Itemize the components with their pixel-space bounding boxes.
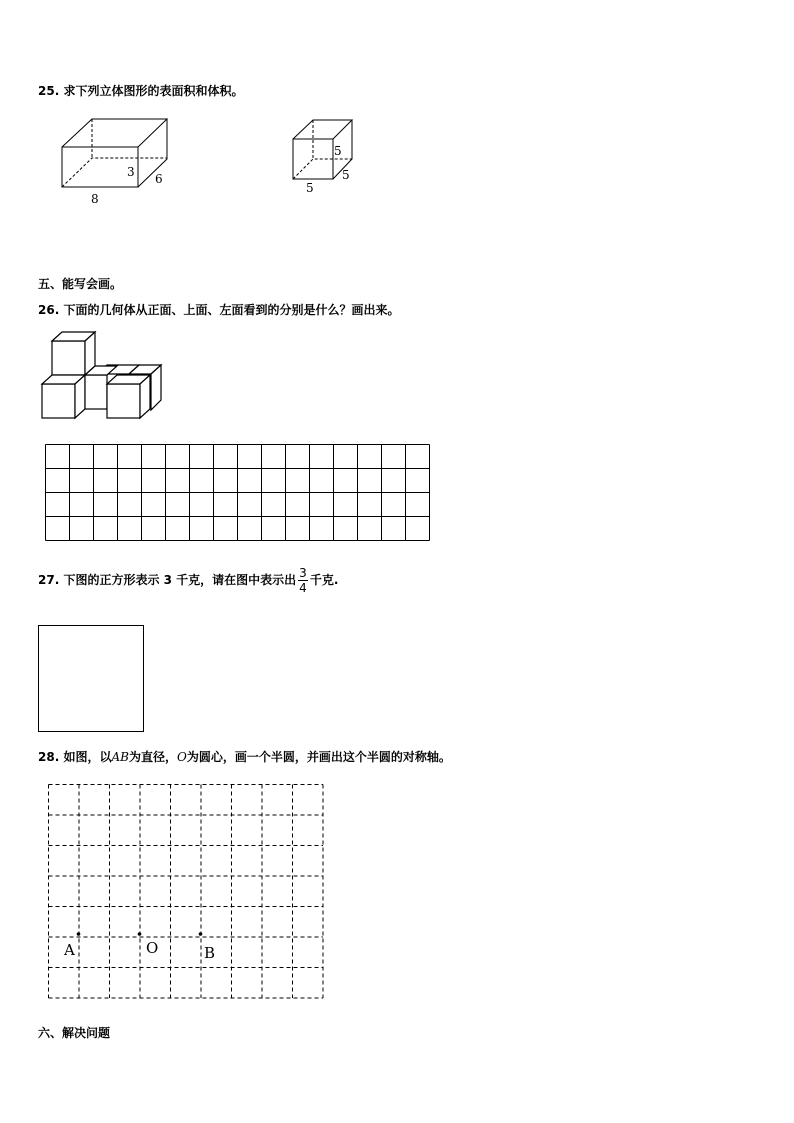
section-5-title: 五、能写会画。 <box>38 277 123 291</box>
question-26 <box>38 302 399 318</box>
point-o <box>138 932 142 936</box>
question-28 <box>38 749 451 765</box>
label-b: B <box>204 944 216 962</box>
center-o-label: O <box>176 750 187 764</box>
question-text-unit: 千克. <box>309 573 339 587</box>
cube-stack-figure <box>35 328 170 424</box>
cuboid-figure <box>40 108 190 208</box>
question-text: 求下列立体图形的表面积和体积。 <box>63 84 244 98</box>
cuboid-height-label: 3 <box>127 165 135 179</box>
drawing-grid[interactable] <box>45 444 431 541</box>
section-6-title: 六、解决问题 <box>38 1026 111 1040</box>
cuboid-length-label: 8 <box>91 192 99 206</box>
cuboid-hidden-edges <box>62 158 167 187</box>
question-25 <box>38 83 243 99</box>
dashed-grid[interactable] <box>45 781 327 1001</box>
question-text-part1: 如图，以 <box>63 750 112 764</box>
cube-side-label: 5 <box>334 144 342 158</box>
label-o: O <box>146 939 159 957</box>
cuboid-width-label: 6 <box>155 172 163 186</box>
cuboid-right-face <box>138 119 167 187</box>
label-a: A <box>64 941 75 959</box>
question-27 <box>38 566 338 595</box>
question-number: 27. <box>38 573 60 587</box>
cube-figure <box>285 110 365 195</box>
question-number: 26. <box>38 303 60 317</box>
question-text-part3: 为圆心，画一个半圆，并画出这个半圆的对称轴。 <box>186 750 451 764</box>
segment-ab-label: AB <box>111 750 129 764</box>
fraction-denominator: 4 <box>299 581 307 595</box>
cuboid-top-face <box>62 119 167 147</box>
fraction-numerator: 3 <box>299 566 307 580</box>
cube-bottom-right <box>107 384 140 418</box>
question-text: 下图的正方形表示 3 千克，请在图中表示出 <box>63 573 297 587</box>
question-text: 下面的几何体从正面、上面、左面看到的分别是什么？画出来。 <box>63 303 400 317</box>
point-a <box>77 932 81 936</box>
point-b <box>199 932 203 936</box>
cube-top-face <box>293 120 352 139</box>
cube-bottom-middle <box>85 375 107 409</box>
cube-bottom-left <box>42 384 75 418</box>
question-number: 28. <box>38 750 60 764</box>
cube-right-label: 5 <box>342 168 350 182</box>
square-box[interactable] <box>38 625 144 732</box>
question-number: 25. <box>38 84 60 98</box>
fraction-three-quarters <box>298 566 308 595</box>
question-text-part2: 为直径， <box>128 750 177 764</box>
cube-bottom-label: 5 <box>306 181 314 195</box>
cube-top <box>52 341 85 375</box>
